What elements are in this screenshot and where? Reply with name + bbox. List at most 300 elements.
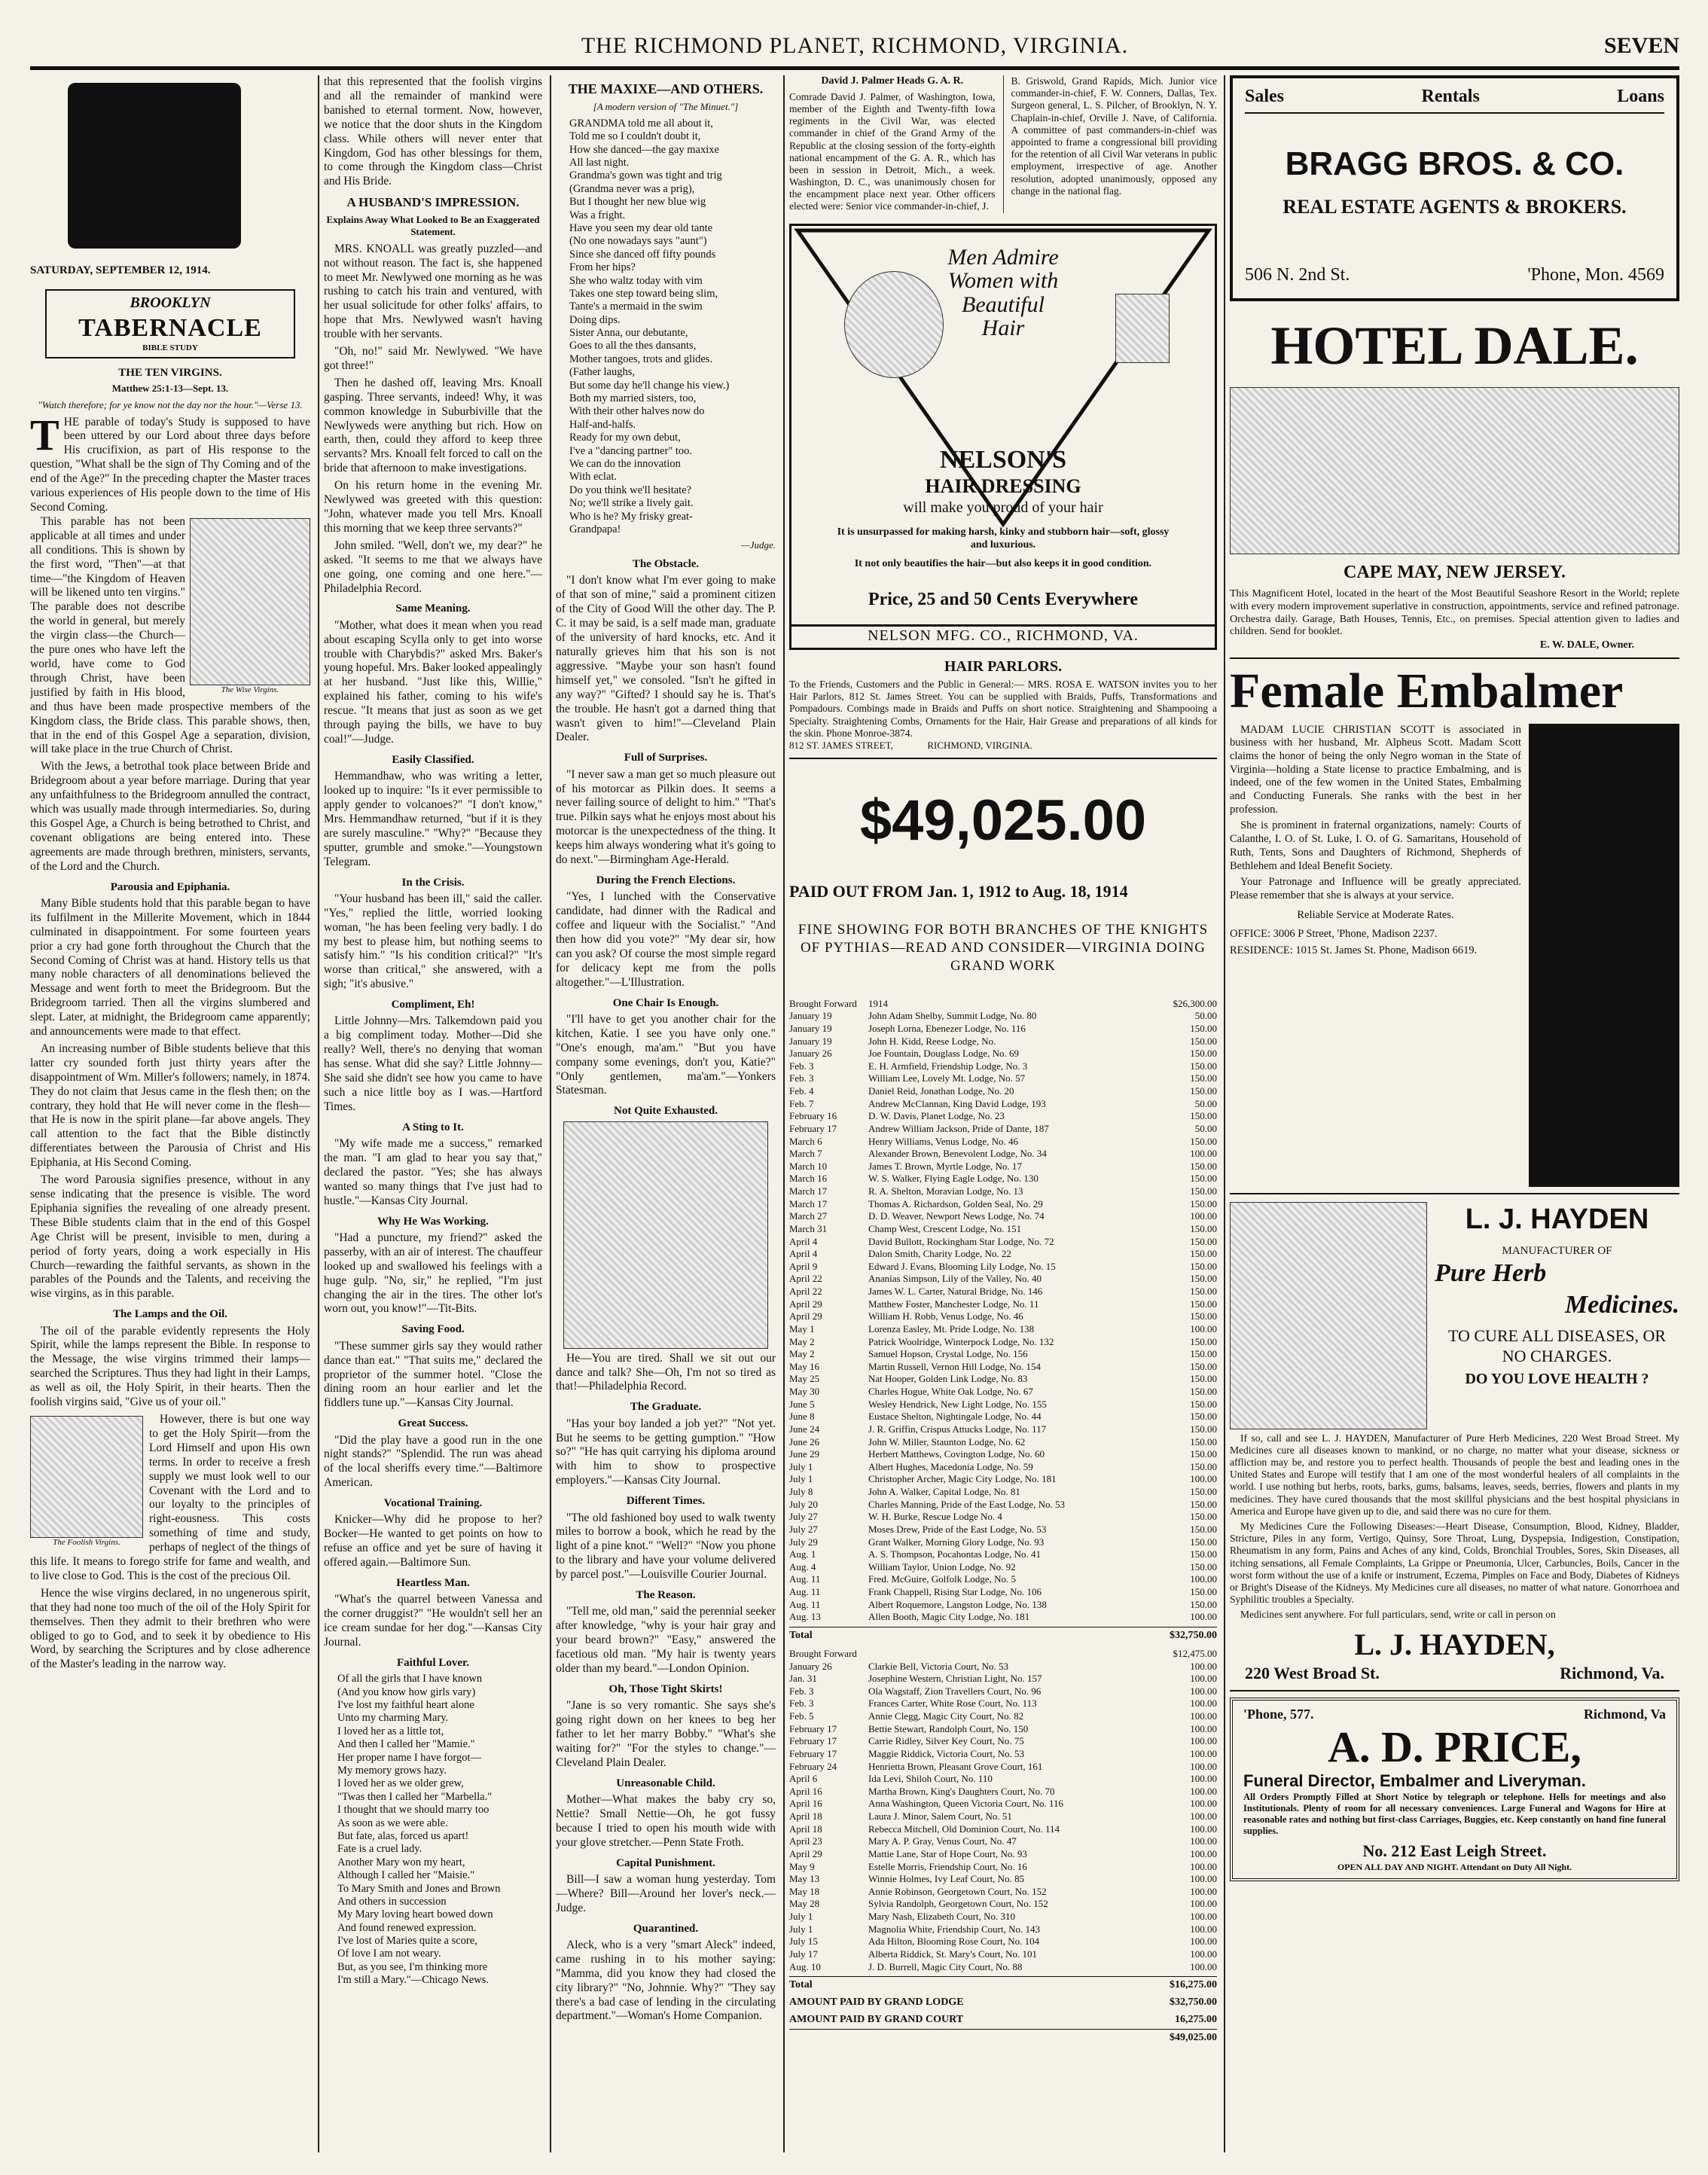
column-rule — [1224, 75, 1225, 2152]
ledger-date: Brought Forward — [789, 1647, 857, 1659]
ledger-date: January 19 — [789, 1022, 832, 1034]
paragraph: Mother—What makes the baby cry so, Nettie? Small Nettie—Oh, he got fussy because I tried to open his mouth wide with your glove stretcher.—Penn State Froth. — [556, 1792, 776, 1849]
figure-caption: The Foolish Virgins. — [53, 1537, 120, 1547]
paragraph: Hemmandhaw, who was writing a letter, looked up to inquire: "Is it ever permissible to apply gender to volcanoes?" "I don't know," Mrs. Hemmandhaw returned, "but if it is they are surely masculine." "Why?" "Because they sputter, grumble and smoke."—Youngstown Telegram. — [324, 770, 542, 868]
paragraph: that this represented that the foolish virgins and all the remainder of mankind were banished to eternal torment. Now, however, we notice that the door shuts in the Kingdom class. While others will never enter that Kingdom, God has other blessings for them, to come through the Kingdom class—Christ and His Bride. — [324, 75, 542, 188]
ledger-total-amount: $32,750.00 — [1170, 1629, 1217, 1641]
ledger-date: Feb. 3 — [789, 1698, 814, 1710]
ledger-row — [789, 1873, 1217, 1886]
paragraph: "Mother, what does it mean when you read about escaping Scylla only to get into worse trouble with Charybdis?" asked Mrs. Baker's young hopeful. Mrs. Baker looked appealingly at her husband. "Just like this, Willie," explained his father, coming to his wife's rescue. "It means that just as soon as we get through paying the bills, we have to buy coal!"—Judge. — [324, 618, 542, 746]
ledger-text: Samuel Hopson, Crystal Lodge, No. 156 — [868, 1348, 1028, 1360]
price-subtitle: Funeral Director, Embalmer and Liveryman. — [1243, 1771, 1586, 1790]
ledger-amount: 50.00 — [1194, 1097, 1217, 1109]
ledger-text: Matthew Foster, Manchester Lodge, No. 11 — [868, 1298, 1039, 1310]
paragraph: My Medicines Cure the Following Diseases:—Heart Disease, Consumption, Blood, Kidney, Bladder, Stricture, Piles in any form, Vertigo, Quinsy, Sore Throat, Lung, Dyspepsia, Indigestion, Constipation, Rheumatism in any form, Pains and Aches of any kind, Colds, Bronchial Troubles, Sores, Skin Diseases, all itching sensations, all Female Complaints, La Grippe or Pneumonia, Ulcer, Carbuncles, Boils, Cancer in the worst form without the use of a knife or instrument, Eczema, Pimples on Face and Body, Diabetes of Kidneys or Bright's Disease of the Kidneys. My Medicines cure all diseases, no matter of what nature. Gonorrhoea and Syphilitic troubles a Specialty. — [1230, 1520, 1679, 1606]
ledger-date: Feb. 3 — [789, 1060, 814, 1072]
ledger-total-amount: $49,025.00 — [1170, 2032, 1217, 2044]
ledger-date: March 31 — [789, 1222, 828, 1234]
ledger-date: January 19 — [789, 1010, 832, 1022]
ledger-date: January 19 — [789, 1035, 832, 1047]
ledger-text: Frank Chappell, Rising Star Lodge, No. 106 — [868, 1586, 1042, 1598]
ledger-date: April 18 — [789, 1823, 822, 1835]
paragraph: Your Patronage and Influence will be greatly appreciated. Please remember that she is always at your service. — [1230, 876, 1521, 901]
ledger-text: Clarkie Bell, Victoria Court, No. 53 — [868, 1660, 1009, 1672]
ledger-amount: 150.00 — [1190, 1035, 1217, 1047]
foolish-virgins-figure — [30, 1416, 143, 1548]
ledger-row — [789, 1861, 1217, 1874]
ledger-row — [789, 1323, 1217, 1336]
ledger-text: Winnie Holmes, Ivy Leaf Court, No. 85 — [868, 1873, 1025, 1885]
ledger-text: Frances Carter, White Rose Court, No. 113 — [868, 1698, 1037, 1710]
ledger-date: April 29 — [789, 1310, 822, 1322]
subheading: Easily Classified. — [392, 753, 474, 766]
ledger-date: April 9 — [789, 1260, 818, 1272]
ledger-text: Grant Walker, Morning Glory Lodge, No. 93 — [868, 1536, 1045, 1548]
paragraph: "My wife made me a success," remarked the man. "I am glad to hear you say that," declared the pastor. "Yes; she has always wanted so many things that I've just had to hustle."—Kansas City Journal. — [324, 1137, 542, 1207]
ledger-row — [789, 1098, 1217, 1111]
ledger-total-label — [789, 2031, 1170, 2044]
ledger-amount: 100.00 — [1190, 1873, 1217, 1885]
ledger-text: 1914 — [868, 997, 888, 1009]
ledger-row — [789, 1386, 1217, 1399]
ledger-date: Feb. 5 — [789, 1710, 814, 1722]
ledger-text: Alexander Brown, Benevolent Lodge, No. 34 — [868, 1148, 1047, 1160]
hayden-question: DO YOU LOVE HEALTH ? — [1465, 1370, 1649, 1387]
nelson-price: Price, 25 and 50 Cents Everywhere — [868, 589, 1139, 609]
ledger-date: March 27 — [789, 1210, 828, 1222]
ledger-amount: 100.00 — [1190, 1148, 1217, 1160]
paragraph: Knicker—Why did he propose to her? Bocker—He wanted to get points on how to refuse an office and yet be sure of having it offered again.—Baltimore Sun. — [324, 1513, 542, 1569]
big-amount: $49,025.00 — [859, 788, 1147, 853]
paragraph: However, there is but one way to get the Holy Spirit—from the Lord Himself and upon His own terms. In order to receive a fresh supply we must look well to our Covenant with the Lord and to our loyalty to the principles of right-eousness. This costs something of time and study, perhaps of neglect of the things of this life. It means to forego strife for fame and wealth, and to live close to God. This is the cost of the precious Oil. — [30, 1412, 310, 1582]
wise-virgins-figure — [190, 518, 310, 695]
paragraph: Bill—I saw a woman hung yesterday. Tom—Where? Bill—Around her lover's neck.—Judge. — [556, 1872, 776, 1914]
ledger-amount: 100.00 — [1190, 1847, 1217, 1859]
ledger-amount: 150.00 — [1190, 1160, 1217, 1172]
ledger-text: Henrietta Brown, Pleasant Grove Court, 161 — [868, 1760, 1043, 1772]
ledger-text: Sylvia Randolph, Georgetown Court, No. 152 — [868, 1898, 1048, 1910]
ledger-amount: 100.00 — [1190, 1885, 1217, 1897]
wise-virgins-illustration — [190, 518, 310, 685]
ledger-text: Charles Manning, Pride of the East Lodge, No. 53 — [868, 1498, 1066, 1510]
ledger-date: Feb. 7 — [789, 1097, 814, 1109]
ledger-amount: 100.00 — [1190, 1611, 1217, 1623]
ledger-row — [789, 1473, 1217, 1486]
ledger-text: Albert Roquemore, Langston Lodge, No. 138 — [868, 1598, 1047, 1610]
ledger-total-label: AMOUNT PAID BY GRAND LODGE — [789, 1997, 964, 2009]
ledger-text: Anna Washington, Queen Victoria Court, No. 116 — [868, 1798, 1063, 1810]
ledger-amount: 150.00 — [1190, 1185, 1217, 1197]
ledger-text: Laura J. Minor, Salem Court, No. 51 — [868, 1810, 1012, 1823]
ledger-date: April 23 — [789, 1835, 822, 1847]
ledger-date: May 30 — [789, 1386, 820, 1398]
ledger-amount: 100.00 — [1190, 1785, 1217, 1797]
ledger-amount: 100.00 — [1190, 1660, 1217, 1672]
ledger-row — [789, 1110, 1217, 1123]
ledger-amount: 100.00 — [1190, 1735, 1217, 1747]
ledger-amount: 150.00 — [1190, 1486, 1217, 1498]
ledger-text: Daniel Reid, Jonathan Lodge, No. 20 — [868, 1085, 1014, 1097]
ledger-text: E. H. Armfield, Friendship Lodge, No. 3 — [868, 1060, 1028, 1072]
ledger-text: Joseph Lorna, Ebenezer Lodge, No. 116 — [868, 1022, 1026, 1034]
paragraph: On his return home in the evening Mr. Newlywed was greeted with this question: "John, whatever made you tell Mrs. Knoall this morning that we keep three servants?" — [324, 479, 542, 535]
ledger-row — [789, 1723, 1217, 1736]
ledger-amount: 150.00 — [1190, 1586, 1217, 1598]
ledger-date: Feb. 3 — [789, 1685, 814, 1697]
price-hours: OPEN ALL DAY AND NIGHT. Attendant on Duty All Night. — [1337, 1861, 1572, 1872]
ledger-row — [789, 1923, 1217, 1936]
ledger-text: Joe Fountain, Douglass Lodge, No. 69 — [868, 1048, 1020, 1060]
ledger-date: April 16 — [789, 1798, 822, 1810]
ledger-amount: 100.00 — [1190, 1210, 1217, 1222]
subheading: Vocational Training. — [383, 1497, 483, 1510]
ledger-date: March 17 — [789, 1197, 828, 1210]
ledger-amount: $12,475.00 — [1173, 1647, 1217, 1659]
ledger-total-label: AMOUNT PAID BY GRAND COURT — [789, 2014, 964, 2026]
ledger-date: April 22 — [789, 1273, 822, 1285]
ledger-row — [789, 1123, 1217, 1136]
ledger-date: June 5 — [789, 1398, 815, 1410]
subheading: The Obstacle. — [632, 558, 700, 571]
ledger-row — [789, 1961, 1217, 1974]
dancing-couple-illustration — [563, 1121, 768, 1349]
ledger-amount: 150.00 — [1190, 1373, 1217, 1385]
bragg-subtitle: REAL ESTATE AGENTS & BROKERS. — [1283, 195, 1627, 218]
poem: Of all the girls that I have known (And you know how girls vary) I've lost my faithful heart alone Unto my charming Mary. I loved her as a little tot, And then I called her "Mamie." Her proper name I have forgot— My memory grows hazy. I loved her as we older grew, "Twas then I called her "Marbella." I thought that we should marry too As soon as we were able. But fate, alas, forced us apart! Fate is a cruel lady. Another Mary won my heart, Although I called her "Maisie." To Mary Smith and Jones and Brown And others in succession My Mary loving heart bowed down And found renewed expression. I've lost of Maries quite a score, Of love I am not weary. But, as you see, I'm thinking more I'm still a Mary."—Chicago News. — [337, 1673, 501, 1987]
ledger-amount: 100.00 — [1190, 1823, 1217, 1835]
ledger-text: Magnolia White, Friendship Court, No. 143 — [868, 1923, 1040, 1935]
paragraph: "Had a puncture, my friend?" asked the passerby, with an air of interest. The chauffeur looked up and swallowed his feelings with a huge gulp. "No, sir," he replied, "I'm just changing the air in the tires. The other lot's worn out, you know!"—Tit-Bits. — [324, 1231, 542, 1316]
ledger-amount: 150.00 — [1190, 1286, 1217, 1298]
ledger-text: Annie Clegg, Magic City Court, No. 82 — [868, 1710, 1024, 1722]
paragraph: "These summer girls say they would rather dance than eat." "That suits me," declared the proprietor of the summer hotel. "Close the dining room an hour earlier and let the fiddlers tune up."—Kansas City Journal. — [324, 1339, 542, 1410]
ledger-text: W. S. Walker, Flying Eagle Lodge, No. 130 — [868, 1173, 1039, 1185]
ledger-text: Patrick Woolridge, Winterpock Lodge, No. 132 — [868, 1335, 1054, 1347]
ledger-amount: 150.00 — [1190, 1110, 1217, 1122]
ledger-row — [789, 1911, 1217, 1923]
ledger-row — [789, 1786, 1217, 1798]
ledger-amount: 100.00 — [1190, 1936, 1217, 1948]
ledger-date: July 17 — [789, 1948, 818, 1960]
paragraph: Little Johnny—Mrs. Talkemdown paid you a big compliment today. Mother—Did she really? Well, there's no denying that woman has sense. What did she say? Little Johnny—She said she didn't see how you came to have such a nice little boy as I was.—Hartford Times. — [324, 1014, 542, 1113]
ledger-total-amount: $16,275.00 — [1170, 1979, 1217, 1991]
column-ledger — [789, 75, 1217, 2152]
paragraph: "What's the quarrel between Vanessa and the corner druggist?" "He wouldn't sell her an ice cream sundae for her dog."—Kansas City Journal. — [324, 1593, 542, 1649]
ledger-total — [789, 1976, 1217, 1991]
ledger-amount: 150.00 — [1190, 1360, 1217, 1372]
source-credit: —Judge. — [741, 539, 776, 551]
ledger-date: May 2 — [789, 1335, 815, 1347]
ledger-total-label: Total — [789, 1629, 813, 1641]
ledger-total-label: Total — [789, 1979, 813, 1991]
ledger-text — [868, 1648, 1157, 1661]
paragraph: Many Bible students hold that this parable began to have its fulfilment in the Millerite Movement, which in 1844 culminated in disappointment. For some fourteen years prior a cry had gone forth throughout the Church that the Second Coming of Christ was at hand. History tells us that many noble characters of all denominations believed the Message and went forth to meet the Bridegroom. But the Bridegroom tarried. Then all the virgins slumbered and slept. Later, at midnight, the Bridegroom came apparently; and announcements were made to that effect. — [30, 896, 310, 1039]
ledger-text: William H. Robb, Venus Lodge, No. 46 — [868, 1310, 1023, 1322]
ledger-text: John W. Miller, Staunton Lodge, No. 62 — [868, 1435, 1026, 1447]
column-rule — [550, 75, 551, 2152]
ledger-text: Andrew McClannan, King David Lodge, 193 — [868, 1097, 1046, 1109]
ledger-row — [789, 1298, 1217, 1311]
ledger-amount: 150.00 — [1190, 1135, 1217, 1147]
ledger-row — [789, 1348, 1217, 1361]
ledger-amount: 100.00 — [1190, 1322, 1217, 1335]
paragraph: MADAM LUCIE CHRISTIAN SCOTT is associated in business with her husband, Mr. Alpheus Scott. Madam Scott claims the honor of being the only Negro woman in the State of Virginia—holding a State license to practice Embalming, and is indeed, one of the few women in the United States, Embalming and Conducting Funerals. She ranks with the best in her profession. — [1230, 723, 1521, 816]
ledger-amount: 100.00 — [1190, 1860, 1217, 1872]
ledger-date: February 17 — [789, 1735, 837, 1747]
ledger-row — [789, 1198, 1217, 1211]
paragraph: The word Parousia signifies presence, without in any sense indicating that the presence is visible. The word Epiphania signifies the revealing of one already present. These Bible students claim that in the end of this Gospel Age Christ will be present, invisible to men, during a period of forty years, doing a work especially in His Church—rewarding the faithful servants, as shown in the parables of the Pounds and the Talents, and receiving the wise virgins, as in this parable. — [30, 1173, 310, 1301]
ledger-text: Andrew William Jackson, Pride of Dante, 187 — [868, 1122, 1049, 1134]
paragraph: Comrade David J. Palmer, of Washington, Iowa, member of the Eighth and Twenty-fifth Iowa regiments in the Civil War, was elected commander in chief of the Grand Army of the Republic at the closing session of the forty-eighth national encampment of the G. A. R., which has been in session in Detroit, Mich., a week. Washington, D. C., was unanimously chosen for the encampment place next year. Other officers elected were: Senior vice commander-in-chief, J. — [789, 90, 996, 212]
ledger-row — [789, 1210, 1217, 1223]
ledger-row — [789, 1685, 1217, 1698]
bragg-name: BRAGG BROS. & CO. — [1285, 145, 1624, 183]
logo-line1: BROOKLYN — [130, 294, 211, 312]
subheading: Faithful Lover. — [396, 1656, 470, 1669]
subheading: One Chair Is Enough. — [612, 996, 719, 1009]
ledger-date: April 18 — [789, 1810, 822, 1823]
date-line: SATURDAY, SEPTEMBER 12, 1914. — [30, 264, 211, 276]
column-rule — [783, 75, 785, 2152]
ledger-date: Feb. 3 — [789, 1072, 814, 1084]
column-maxixe — [556, 75, 776, 2152]
ledger-date: Brought Forward — [789, 997, 857, 1009]
grand-court-total — [789, 2012, 1217, 2026]
ledger-date: Jan. 31 — [789, 1673, 817, 1685]
ledger-row — [789, 1448, 1217, 1461]
ledger-row — [789, 1561, 1217, 1574]
ledger-date: July 27 — [789, 1511, 818, 1523]
ledger-row — [789, 998, 1217, 1011]
ledger-amount: 100.00 — [1190, 1473, 1217, 1485]
subheading: David J. Palmer Heads G. A. R. — [821, 75, 964, 87]
ledger-date: Aug. 11 — [789, 1598, 821, 1610]
logo-line2: TABERNACLE — [78, 313, 262, 342]
paragraph: Then he dashed off, leaving Mrs. Knoall gasping. Three servants, indeed! Why, it was common knowledge in Suburbiville that the Newlyweds were anything but rich. How on earth, then, could they afford to keep three servants? Mrs. Knoall felt forced to call on the bride that afternoon to make investigations. — [324, 376, 542, 475]
ledger-text: Mattie Lane, Star of Hope Court, No. 93 — [868, 1847, 1027, 1859]
ledger-text: Ada Hilton, Blooming Rose Court, No. 104 — [868, 1936, 1040, 1948]
ledger-text: William Taylor, Union Lodge, No. 92 — [868, 1560, 1016, 1573]
ledger-row — [789, 1486, 1217, 1499]
ledger-total — [789, 1627, 1217, 1642]
embalmer-portrait — [1529, 724, 1679, 1187]
ledger-text: Bettie Stewart, Randolph Court, No. 150 — [868, 1722, 1029, 1734]
ledger-date: April 22 — [789, 1286, 822, 1298]
price-city: Richmond, Va — [1583, 1707, 1666, 1722]
ledger-amount: 100.00 — [1190, 1798, 1217, 1810]
ledger-row — [789, 1148, 1217, 1161]
embalmer-title: Female Embalmer — [1230, 663, 1624, 719]
ledger-row — [789, 1273, 1217, 1286]
ledger-date: March 17 — [789, 1185, 828, 1197]
ledger-text: Ananias Simpson, Lily of the Valley, No. 40 — [868, 1273, 1042, 1285]
ledger-amount: 150.00 — [1190, 1435, 1217, 1447]
ledger-row — [789, 1173, 1217, 1185]
hotel-title: HOTEL DALE. — [1270, 316, 1639, 376]
ledger-row — [789, 1835, 1217, 1848]
ledger-row — [789, 1536, 1217, 1549]
ledger-text: Champ West, Crescent Lodge, No. 151 — [868, 1222, 1022, 1234]
ledger-row — [789, 1036, 1217, 1048]
ledger-text: James W. L. Carter, Natural Bridge, No. 146 — [868, 1286, 1043, 1298]
ledger-text: Moses Drew, Pride of the East Lodge, No. 53 — [868, 1523, 1047, 1535]
ledger-row — [789, 1573, 1217, 1586]
embalmer-office: OFFICE: 3006 P Street, 'Phone, Madison 2237. — [1230, 928, 1438, 941]
ledger-text: Edward J. Evans, Blooming Lily Lodge, No. 15 — [868, 1260, 1056, 1272]
paragraph: John smiled. "Well, don't we, my dear?" he asked. "It seems to me that we always have one going, one coming and one here."—Philadelphia Record. — [324, 538, 542, 595]
ledger-date: Aug. 13 — [789, 1611, 821, 1623]
ledger-amount: 150.00 — [1190, 1060, 1217, 1072]
ledger-text: Alberta Riddick, St. Mary's Court, No. 101 — [868, 1948, 1038, 1960]
hotel-place: CAPE MAY, NEW JERSEY. — [1344, 562, 1566, 582]
ledger-row — [789, 1735, 1217, 1748]
ledger-row — [789, 1060, 1217, 1073]
nelson-tagline: will make you proud of your hair — [903, 499, 1103, 516]
ledger-date: May 25 — [789, 1373, 820, 1385]
scripture-ref: Matthew 25:1-13—Sept. 13. — [111, 382, 229, 394]
column-ads — [1230, 75, 1679, 2152]
ledger-date: March 7 — [789, 1148, 822, 1160]
nelson-brand: NELSON'S — [939, 445, 1067, 474]
ledger-row — [789, 1823, 1217, 1836]
ledger-row — [789, 1698, 1217, 1710]
ledger-date: January 26 — [789, 1660, 832, 1672]
ledger-text: John Adam Shelby, Summit Lodge, No. 80 — [868, 1010, 1037, 1022]
parlors-text: To the Friends, Customers and the Public in General:— MRS. ROSA E. WATSON invites you to her Hair Parlors, 812 St. James Street. You can be supplied with Braids, Puffs, Transformations and Pompadours. Combings made in Braids and Puffs on short notice. Straightening and Shampooing a Specialty. Straightening Combs, Ornaments for the Hair, Hair Grease and preparations of all kinds for the skin. Phone Monroe-3874. — [789, 679, 1217, 739]
ledger-amount: 50.00 — [1194, 1122, 1217, 1134]
paragraph: "Did the play have a good run in the one night stands?" "Splendid. The run was ahead of the local sheriffs every time."—Baltimore American. — [324, 1433, 542, 1490]
ledger-date: March 10 — [789, 1160, 828, 1172]
ledger-date: February 17 — [789, 1747, 837, 1759]
ledger-amount: 150.00 — [1190, 1022, 1217, 1034]
ledger-amount: 150.00 — [1190, 1048, 1217, 1060]
drop-cap: T — [30, 410, 59, 459]
newspaper-title: THE RICHMOND PLANET, RICHMOND, VIRGINIA. — [581, 33, 1129, 58]
ledger-text: John A. Walker, Capital Lodge, No. 81 — [868, 1486, 1020, 1498]
ledger-row — [789, 1761, 1217, 1774]
ledger-row — [789, 1586, 1217, 1599]
ledger-amount: 150.00 — [1190, 1298, 1217, 1310]
ledger-text: Ola Wagstaff, Zion Travellers Court, No. 96 — [868, 1685, 1042, 1697]
ledger-row — [789, 1773, 1217, 1786]
ledger-amount: 100.00 — [1190, 1760, 1217, 1772]
hayden-medicines: Medicines. — [1564, 1290, 1679, 1319]
subheading: Heartless Man. — [396, 1577, 470, 1590]
ledger-amount: 150.00 — [1190, 1423, 1217, 1435]
hayden-address-row — [1230, 1664, 1679, 1684]
embalmer-residence: RESIDENCE: 1015 St. James St. Phone, Madison 6619. — [1230, 944, 1478, 956]
ledger-row — [789, 1085, 1217, 1098]
ledger-text: R. A. Shelton, Moravian Lodge, No. 13 — [868, 1185, 1023, 1197]
paragraph: B. Griswold, Grand Rapids, Mich. Junior vice commander-in-chief, F. W. Conners, Dallas, Tex. Surgeon general, L. S. Pilcher, of Brooklyn, N. Y. Chaplain-in-chief, Orville J. Nave, of California. A committee of past commanders-in-chief was appointed to frame a congressional bill providing for the retention of all Civil War veterans in public employment, irrespective of age. Another resolution, adopted unanimously, opposed any change in the national flag. — [1011, 75, 1217, 197]
paragraph: "Yes, I lunched with the Conservative candidate, had dinner with the Radical and coffee and liqueur with the Socialist." "And then how did you vote?" "My dear sir, how can you ask? Of course the most simple regard for delicacy kept me from the polls altogether."—L'Illustration. — [556, 890, 776, 989]
ledger-text: Thomas A. Richardson, Golden Seal, No. 29 — [868, 1197, 1043, 1210]
ledger-date: July 1 — [789, 1911, 813, 1923]
ledger-amount: 100.00 — [1190, 1948, 1217, 1960]
ledger-date: April 4 — [789, 1248, 818, 1260]
paragraph: "Your husband has been ill," said the caller. "Yes," replied the little, worried looking woman, "he has been feeling very badly. I do my best to please him, but nothing seems to satisfy him." "Is his condition critical?" "It's worse than critical," she answered, with a sigh; "it's abusive." — [324, 892, 542, 991]
ledger-amount: 150.00 — [1190, 1460, 1217, 1472]
ledger-row — [789, 1161, 1217, 1173]
ledger-text: W. H. Burke, Rescue Lodge No. 4 — [868, 1511, 1002, 1523]
subheading: Unreasonable Child. — [616, 1777, 715, 1789]
ledger-row — [789, 1023, 1217, 1036]
ledger-row — [789, 1710, 1217, 1723]
ledger-text: William Lee, Lovely Mt. Lodge, No. 57 — [868, 1072, 1026, 1084]
bragg-rentals: Rentals — [1421, 87, 1480, 106]
paragraph: An increasing number of Bible students believe that this latter cry sounded forth just thirty years after the disappointment of Wm. Miller's followers; namely, in 1874. They do not claim that Jesus came in the flesh then; on the contrary, they hold that He will never come in the flesh—that He is now in the spirit plane—far above angels. They call attention to the fact that the Bible distinctly differentiates between the Parousia of Christ and His Epiphania, at His Second Coming. — [30, 1042, 310, 1170]
article-subtitle: [A modern version of "The Minuet."] — [593, 100, 739, 112]
ledger-date: June 26 — [789, 1435, 820, 1447]
ledger-date: July 1 — [789, 1473, 813, 1485]
ledger-date: April 4 — [789, 1235, 818, 1247]
ledger-total-amount: $32,750.00 — [1170, 1997, 1217, 2009]
paragraph: "Has your boy landed a job yet?" "Not yet. But he seems to be getting gumption." "How so?" "He has quit carrying his diploma around with him to show to prospective employers."—Kansas City Journal. — [556, 1417, 776, 1487]
hayden-pure: Pure Herb — [1435, 1259, 1547, 1288]
subheading: During the French Elections. — [596, 874, 736, 886]
hotel-illustration — [1230, 387, 1679, 554]
ledger-date: Aug. 11 — [789, 1573, 821, 1585]
ledger-row — [789, 1072, 1217, 1085]
ledger-row — [789, 1661, 1217, 1673]
woman-portrait — [844, 271, 944, 378]
ledger-date: Aug. 4 — [789, 1560, 816, 1573]
ledger-row — [789, 1411, 1217, 1423]
ledger-row — [789, 1848, 1217, 1861]
ledger-amount: 150.00 — [1190, 1222, 1217, 1234]
hotel-owner: E. W. DALE, Owner. — [1539, 639, 1634, 651]
ledger-amount: 150.00 — [1190, 1173, 1217, 1185]
ledger-row — [789, 1936, 1217, 1948]
ledger-row — [789, 1048, 1217, 1060]
article-title: THE MAXIXE—AND OTHERS. — [568, 81, 764, 96]
ledger-date: April 16 — [789, 1785, 822, 1797]
ledger-text: Ida Levi, Shiloh Court, No. 110 — [868, 1773, 993, 1785]
ledger-row — [789, 1599, 1217, 1612]
ledger-row — [789, 1611, 1217, 1624]
tabernacle-logo — [45, 289, 295, 358]
column-rule — [318, 75, 319, 2152]
paragraph: She is prominent in fraternal organizations, namely: Courts of Calanthe, I. O. of St. Luke, I. O. of G. Samaritans, Household of Ruth, Tents, Sons and Daughters of Richmond, Shepherds of Bethlehem and Ideal Benefit Society. — [1230, 819, 1521, 872]
ledger-amount: 100.00 — [1190, 1573, 1217, 1585]
ledger-date: March 6 — [789, 1135, 822, 1147]
ledger-text: Herbert Matthews, Covington Lodge, No. 60 — [868, 1448, 1045, 1460]
grand-total — [789, 2029, 1217, 2044]
article-title: A HUSBAND'S IMPRESSION. — [346, 195, 520, 210]
subheading: Same Meaning. — [395, 602, 471, 615]
ledger-date: May 2 — [789, 1348, 815, 1360]
ledger-amount: 150.00 — [1190, 1348, 1217, 1360]
ledger-row — [789, 1399, 1217, 1411]
hayden-portrait — [1230, 1202, 1427, 1429]
ledger-text: Nat Hooper, Golden Link Lodge, No. 83 — [868, 1373, 1028, 1385]
ledger-text: Fred. McGuire, Golfolk Lodge, No. 5 — [868, 1573, 1017, 1585]
ledger-text: J. R. Griffin, Crispus Attucks Lodge, No. 117 — [868, 1423, 1047, 1435]
subheading: Oh, Those Tight Skirts! — [608, 1682, 723, 1695]
ledger-date: May 18 — [789, 1885, 820, 1897]
subheading: In the Crisis. — [401, 876, 465, 889]
hayden-name: L. J. HAYDEN — [1465, 1203, 1649, 1235]
subheading: Quarantined. — [633, 1922, 699, 1935]
ledger-text: Carrie Ridley, Silver Key Court, No. 75 — [868, 1735, 1024, 1747]
bragg-phone: 'Phone, Mon. 4569 — [1527, 264, 1664, 285]
ledger-text: Henry Williams, Venus Lodge, No. 46 — [868, 1135, 1019, 1147]
bragg-loans: Loans — [1617, 87, 1664, 106]
ledger-row — [789, 1436, 1217, 1449]
divider — [1230, 1193, 1679, 1194]
paragraph: "I never saw a man get so much pleasure out of his motorcar as Pilkin does. It seems a never failing source of delight to him." "That's true. Pilkin says what he enjoys most about his motorcar is the unexpectedness of the thing. It keeps him always wondering what it's going to do next."—Birmingham Age-Herald. — [556, 767, 776, 867]
ledger-date: July 27 — [789, 1523, 818, 1535]
